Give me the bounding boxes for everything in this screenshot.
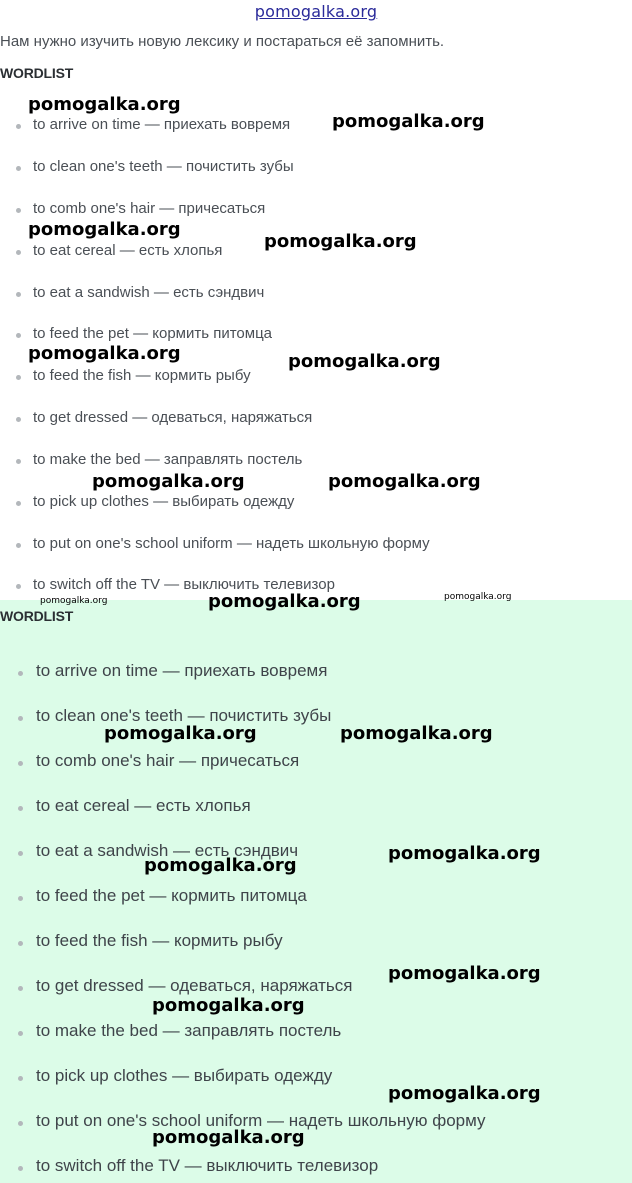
bullet-icon bbox=[18, 761, 23, 766]
bullet-icon bbox=[18, 1031, 23, 1036]
bullet-icon bbox=[16, 584, 21, 589]
watermark: pomogalka.org bbox=[104, 723, 257, 744]
bullet-icon bbox=[18, 986, 23, 991]
watermark: pomogalka.org bbox=[28, 219, 181, 240]
list-item-text: to switch off the TV — выключить телевизор bbox=[33, 576, 335, 593]
list-item-text: to feed the fish — кормить рыбу bbox=[36, 931, 283, 950]
list-item-text: to put on one's school uniform — надеть школьную форму bbox=[36, 1111, 486, 1130]
bullet-icon bbox=[18, 806, 23, 811]
bullet-icon bbox=[18, 671, 23, 676]
wordlist-heading: WORDLIST bbox=[0, 65, 74, 81]
bullet-icon bbox=[16, 124, 21, 129]
watermark: pomogalka.org bbox=[388, 843, 541, 864]
list-item-text: to get dressed — одеваться, наряжаться bbox=[36, 976, 353, 995]
bullet-icon bbox=[16, 292, 21, 297]
list-item-text: to feed the pet — кормить питомца bbox=[33, 325, 272, 342]
watermark: pomogalka.org bbox=[92, 471, 245, 492]
watermark: pomogalka.org bbox=[288, 351, 441, 372]
list-item-text: to feed the pet — кормить питомца bbox=[36, 886, 307, 905]
bullet-icon bbox=[16, 333, 21, 338]
watermark: pomogalka.org bbox=[388, 1083, 541, 1104]
watermark: pomogalka.org bbox=[152, 1127, 305, 1148]
bullet-icon bbox=[16, 501, 21, 506]
list-item-text: to arrive on time — приехать вовремя bbox=[36, 661, 328, 680]
bullet-icon bbox=[16, 250, 21, 255]
list-item-text: to put on one's school uniform — надеть школьную форму bbox=[33, 535, 430, 552]
list-item-text: to feed the fish — кормить рыбу bbox=[33, 367, 251, 384]
watermark: pomogalka.org bbox=[444, 592, 512, 602]
list-item-text: to make the bed — заправлять постель bbox=[36, 1021, 342, 1040]
bullet-icon bbox=[18, 896, 23, 901]
bullet-icon bbox=[16, 208, 21, 213]
intro-text: Нам нужно изучить новую лексику и постараться её запомнить. bbox=[0, 33, 445, 50]
bullet-icon bbox=[16, 375, 21, 380]
list-item-text: to comb one's hair — причесаться bbox=[36, 751, 300, 770]
list-item-text: to make the bed — заправлять постель bbox=[33, 451, 303, 468]
bullet-icon bbox=[16, 166, 21, 171]
watermark: pomogalka.org bbox=[328, 471, 481, 492]
list-item-text: to eat cereal — есть хлопья bbox=[36, 796, 251, 815]
watermark: pomogalka.org bbox=[208, 591, 361, 612]
watermark: pomogalka.org bbox=[388, 963, 541, 984]
watermark: pomogalka.org bbox=[144, 855, 297, 876]
bullet-icon bbox=[18, 1166, 23, 1171]
list-item-text: to clean one's teeth — почистить зубы bbox=[33, 158, 294, 175]
wordlist-heading-2: WORDLIST bbox=[0, 608, 74, 624]
list-item-text: to arrive on time — приехать вовремя bbox=[33, 116, 291, 133]
list-item-text: to switch off the TV — выключить телевизор bbox=[36, 1156, 379, 1175]
list-item-text: to pick up clothes — выбирать одежду bbox=[33, 493, 295, 510]
list-item-text: to eat a sandwish — есть сэндвич bbox=[33, 284, 265, 301]
list-item-text: to eat a sandwish — есть сэндвич bbox=[36, 841, 299, 860]
bullet-icon bbox=[16, 417, 21, 422]
watermark: pomogalka.org bbox=[264, 231, 417, 252]
list-item-text: to clean one's teeth — почистить зубы bbox=[36, 706, 332, 725]
watermark: pomogalka.org bbox=[340, 723, 493, 744]
watermark: pomogalka.org bbox=[152, 995, 305, 1016]
watermark: pomogalka.org bbox=[28, 343, 181, 364]
list-item-text: to comb one's hair — причесаться bbox=[33, 200, 266, 217]
bullet-icon bbox=[18, 1076, 23, 1081]
bullet-icon bbox=[18, 1121, 23, 1126]
watermark: pomogalka.org bbox=[28, 94, 181, 115]
list-item-text: to pick up clothes — выбирать одежду bbox=[36, 1066, 333, 1085]
list-item-text: to get dressed — одеваться, наряжаться bbox=[33, 409, 313, 426]
list-item-text: to eat cereal — есть хлопья bbox=[33, 242, 223, 259]
bullet-icon bbox=[16, 459, 21, 464]
site-header-link[interactable]: pomogalka.org bbox=[254, 2, 378, 21]
bullet-icon bbox=[18, 941, 23, 946]
bullet-icon bbox=[18, 716, 23, 721]
watermark: pomogalka.org bbox=[332, 111, 485, 132]
watermark: pomogalka.org bbox=[40, 596, 108, 606]
bullet-icon bbox=[18, 851, 23, 856]
bullet-icon bbox=[16, 543, 21, 548]
